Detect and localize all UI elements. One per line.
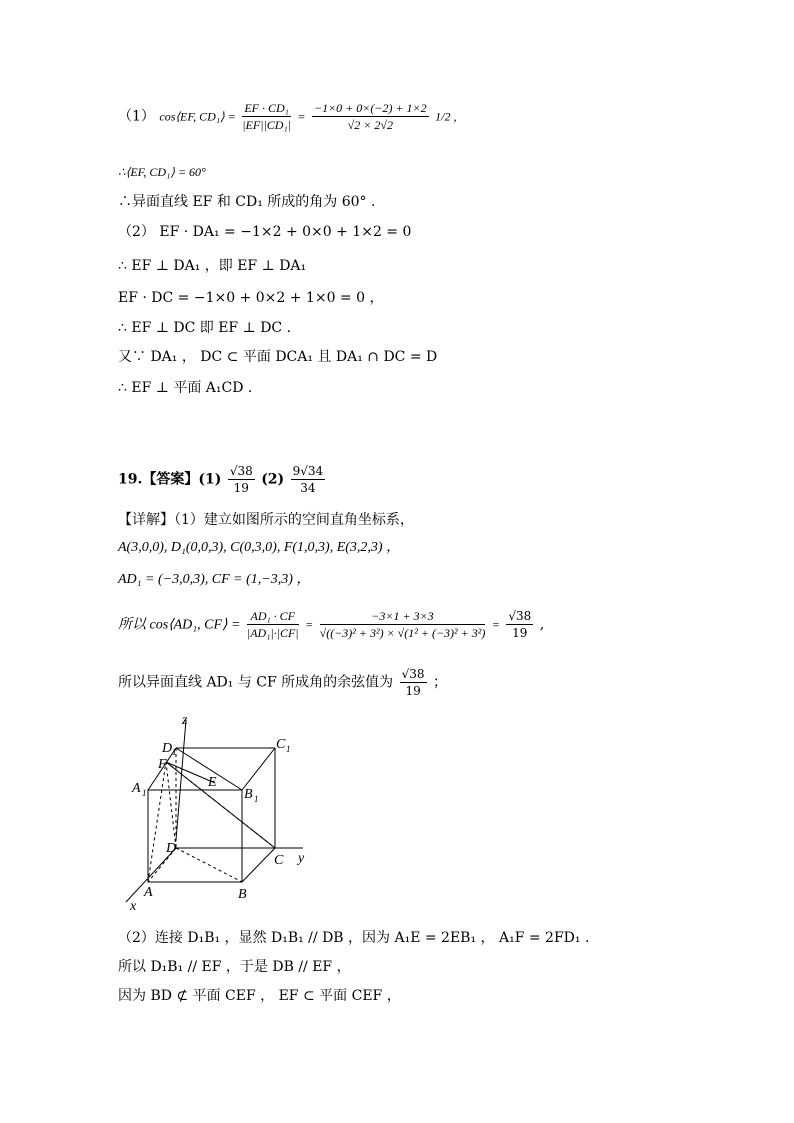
label-c: C <box>274 853 284 868</box>
hidden-edge-df <box>166 762 176 848</box>
cos-value-fraction <box>320 608 486 641</box>
q19-answer-line <box>118 463 327 496</box>
part18-line1: （1） cos⟨EF, CD₁⟩ = $\frac{\text{EF · CD₁}}{\text{|EF||CD₁|}}$ = $\frac{-1\times 0 + 0\times(-2) + 1\times 2}{√2 \times 2√2}$ 1/2 , <box>118 101 457 132</box>
q19-conclusion: 所以异面直线 AD₁ 与 CF 所成角的余弦值为 $\frac{√38}{19}$ ； <box>118 667 448 698</box>
label-a: A <box>144 885 153 900</box>
conclusion-text: 所以异面直线 AD₁ 与 CF 所成角的余弦值为 <box>118 674 394 691</box>
front-face <box>148 790 242 882</box>
label-f: F <box>158 757 167 772</box>
fraction-denominator: 34 <box>300 481 316 495</box>
label-x: x <box>130 899 137 912</box>
q19-cos-line: 所以 cos⟨AD₁, CF⟩ = $\frac{\text{AD₁ · CF}}{\text{|AD₁|·|CF|}}$ = $\frac{-3\times 1 + 3\times 3}{\text{√((−3)² + 3²) × √(1² + (−3)² + 3²)}}$ = $\frac{√38}{19}$ , <box>118 609 545 640</box>
label-e: E <box>208 775 217 790</box>
part18-line3: ∴异面直线 EF 和 CD₁ 所成的角为 60° . <box>118 194 376 210</box>
fraction-numerator: √38 <box>229 464 253 478</box>
label-y: y <box>298 851 305 866</box>
part-label: （1） <box>118 108 155 125</box>
answer2-label: (2) <box>261 471 285 488</box>
label-a1: A <box>132 781 141 796</box>
part18-line7: ∴ EF ⊥ DC 即 EF ⊥ DC . <box>118 320 292 336</box>
edge-cb <box>242 848 275 882</box>
part18-line5: ∴ EF ⊥ DA₁ ，即 EF ⊥ DA₁ <box>118 258 307 274</box>
part18-line8: 又∵ DA₁ ， DC ⊂ 平面 DCA₁ 且 DA₁ ∩ DC = D <box>118 349 438 365</box>
result-value: 1/2 , <box>435 109 457 124</box>
q19-detail: 【详解】（1）建立如图所示的空间直角坐标系， <box>118 512 414 528</box>
svg-text:1: 1 <box>254 794 259 804</box>
top-edge-c1b1 <box>242 748 275 790</box>
fraction-numerator: −1×0 + 0×(−2) + 1×2 <box>313 101 427 115</box>
fraction-denominator: 19 <box>405 684 421 698</box>
label-d1: D <box>162 741 173 756</box>
hidden-edge-db <box>176 848 242 882</box>
fraction-denominator: 19 <box>233 481 249 495</box>
q19-part2-line3: 因为 BD ⊄ 平面 CEF ， EF ⊂ 平面 CEF ， <box>118 988 401 1004</box>
q19-part2-line1: （2）连接 D₁B₁ ，显然 D₁B₁ // DB ，因为 A₁E = 2EB₁ ， A₁F = 2FD₁ . <box>118 930 590 946</box>
fraction-denominator: 19 <box>512 626 528 640</box>
conclusion-fraction <box>400 666 427 699</box>
part18-line9: ∴ EF ⊥ 平面 A₁CD . <box>118 380 253 396</box>
fraction-values <box>312 100 429 133</box>
fraction-numerator: √38 <box>401 667 425 681</box>
svg-text:1: 1 <box>286 744 291 754</box>
label-b1: B <box>244 787 253 802</box>
answer1-fraction <box>228 463 255 496</box>
label-z: z <box>182 713 188 728</box>
fraction-numerator: AD₁ · CF <box>247 608 299 625</box>
cube-figure <box>118 712 318 912</box>
part18-line6: EF · DC = −1×0 + 0×2 + 1×0 = 0 ， <box>118 290 384 306</box>
part18-line4: （2） EF · DA₁ = −1×2 + 0×0 + 1×2 = 0 <box>118 224 412 240</box>
fraction-numerator: √38 <box>508 609 532 623</box>
label-d: D <box>166 841 177 856</box>
answer-header: 19.【答案】(1) <box>118 471 222 488</box>
fraction-denominator: |AD₁|·|CF| <box>246 626 299 640</box>
cos-result-fraction <box>506 608 533 641</box>
segment-fc <box>166 762 275 848</box>
svg-text:1: 1 <box>172 747 177 757</box>
fraction-numerator: EF · CD₁ <box>242 100 291 117</box>
fraction-denominator: |EF||CD₁| <box>242 118 291 132</box>
cos-expression: cos⟨EF, CD₁⟩ = <box>159 109 236 124</box>
fraction-numerator: 9√34 <box>292 464 324 478</box>
fraction-denominator: √2 × 2√2 <box>347 118 393 132</box>
fraction-vectors <box>242 100 291 133</box>
fraction-numerator: −3×1 + 3×3 <box>320 608 486 625</box>
cos-prefix: 所以 cos⟨AD₁, CF⟩ = <box>118 617 241 633</box>
answer2-fraction <box>291 463 326 496</box>
cos-vector-fraction <box>247 608 299 641</box>
q19-part2-line2: 所以 D₁B₁ // EF ，于是 DB // EF ， <box>118 959 351 975</box>
svg-text:1: 1 <box>142 788 147 798</box>
label-b: B <box>238 887 247 902</box>
q19-coordinates: A(3,0,0), D₁(0,0,3), C(0,3,0), F(1,0,3), E(3,2,3) ， <box>118 540 401 555</box>
z-axis <box>176 720 186 840</box>
label-c1: C <box>276 737 286 752</box>
q19-vectors: AD₁ = (−3,0,3), CF = (1,−3,3) ， <box>118 572 311 587</box>
fraction-denominator: √((−3)² + 3²) × √(1² + (−3)² + 3²) <box>319 626 486 640</box>
part18-line2: ∴⟨EF, CD₁⟩ = 60° <box>118 165 206 179</box>
